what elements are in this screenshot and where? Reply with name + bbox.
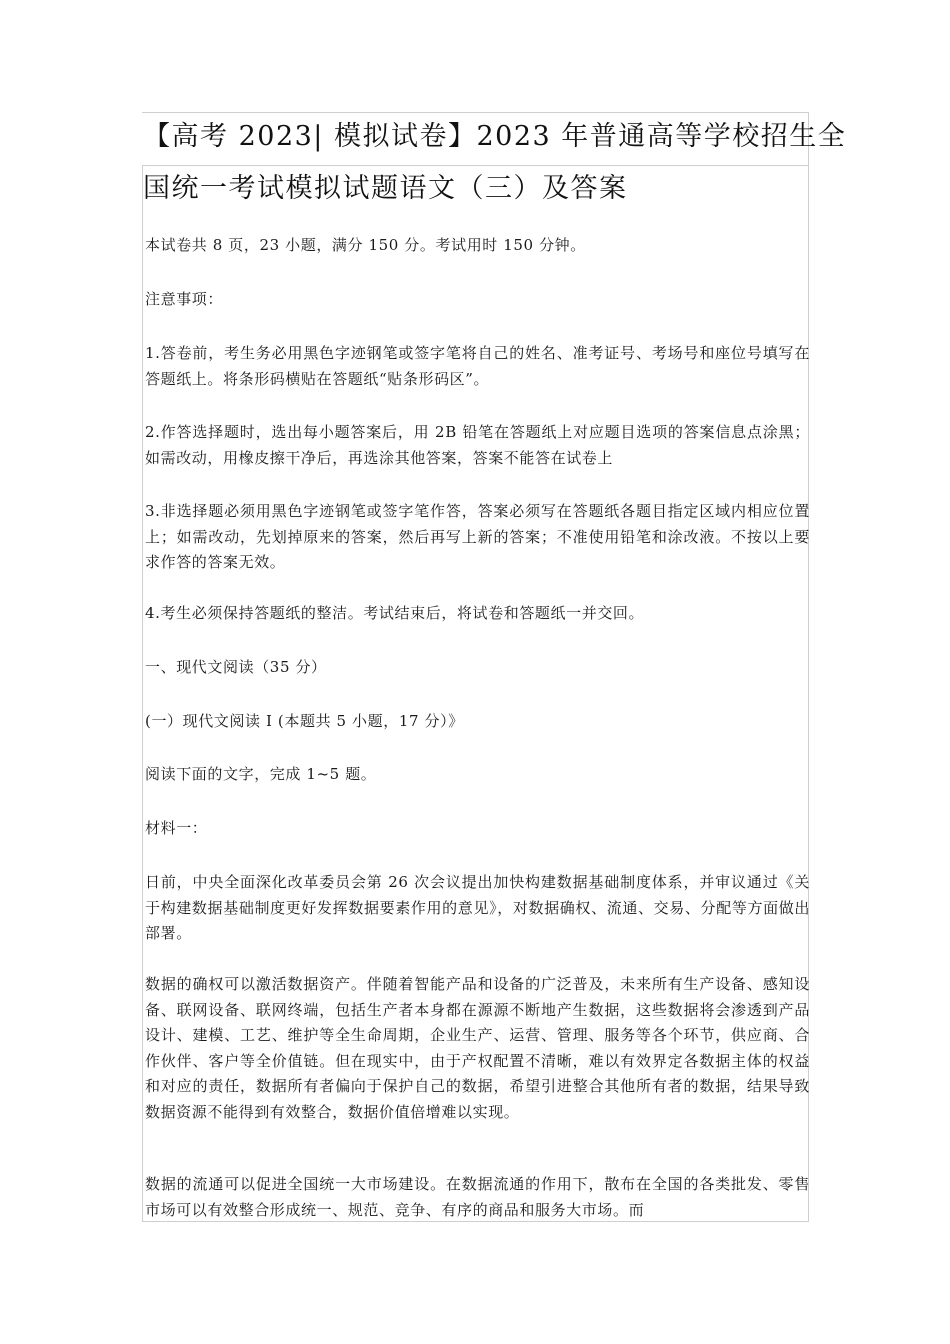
- notice-item-4: 4.考生必须保持答题纸的整洁。考试结束后，将试卷和答题纸一并交回。: [145, 604, 645, 622]
- notice-item-3: 3.非选择题必须用黑色字迹钢笔或签字笔作答，答案必须写在答题纸各题目指定区域内相应位置上；如需改动，先划掉原来的答案，然后再写上新的答案；不准使用铅笔和涂改液。不按以上要求作答的答案无效。: [145, 502, 810, 571]
- frame-line-top: [142, 112, 808, 113]
- section-heading: 一、现代文阅读（35 分）: [145, 658, 327, 676]
- notice-item-1: 1.答卷前，考生务必用黑色字迹钢笔或签字笔将自己的姓名、准考证号、考场号和座位号填写在答题纸上。将条形码横贴在答题纸“贴条形码区”。: [145, 344, 810, 388]
- material-paragraph-3: 数据的流通可以促进全国统一大市场建设。在数据流通的作用下，散布在全国的各类批发、零售市场可以有效整合形成统一、规范、竞争、有序的商品和服务大市场。而: [145, 1175, 810, 1219]
- notice-item-2: 2.作答选择题时，选出每小题答案后，用 2B 铅笔在答题纸上对应题目选项的答案信息点涂黑；如需改动，用橡皮擦干净后，再选涂其他答案，答案不能答在试卷上: [145, 423, 810, 467]
- subsection-heading: (一）现代文阅读 I (本题共 5 小题，17 分）》: [145, 712, 464, 730]
- exam-info: 本试卷共 8 页，23 小题，满分 150 分。考试用时 150 分钟。: [145, 236, 586, 254]
- material-paragraph-2: 数据的确权可以激活数据资产。伴随着智能产品和设备的广泛普及，未来所有生产设备、感知设备、联网设备、联网终端，包括生产者本身都在源源不断地产生数据，这些数据将会渗透到产品设计、建模、工艺、维护等全生命周期，企业生产、运营、管理、服务等各个环节，供应商、合作伙伴、客户等全价值链。但在现实中，由于产权配置不清晰，难以有效界定各数据主体的权益和对应的责任，数据所有者偏向于保护自己的数据，希望引进整合其他所有者的数据，结果导致数据资源不能得到有效整合，数据价值倍增难以实现。: [145, 975, 810, 1121]
- title-line-1: 【高考 2023| 模拟试卷】2023 年普通高等学校招生全: [143, 121, 847, 152]
- title-line-2: 国统一考试模拟试题语文（三）及答案: [143, 173, 628, 204]
- notice-heading: 注意事项：: [145, 290, 224, 308]
- reading-instruction: 阅读下面的文字，完成 1~5 题。: [145, 765, 377, 783]
- frame-line-left: [142, 165, 143, 1222]
- material-heading: 材料一：: [145, 819, 208, 837]
- material-paragraph-1: 日前，中央全面深化改革委员会第 26 次会议提出加快构建数据基础制度体系，并审议通过《关于构建数据基础制度更好发挥数据要素作用的意见》，对数据确权、流通、交易、分配等方面做出部署。: [145, 873, 810, 942]
